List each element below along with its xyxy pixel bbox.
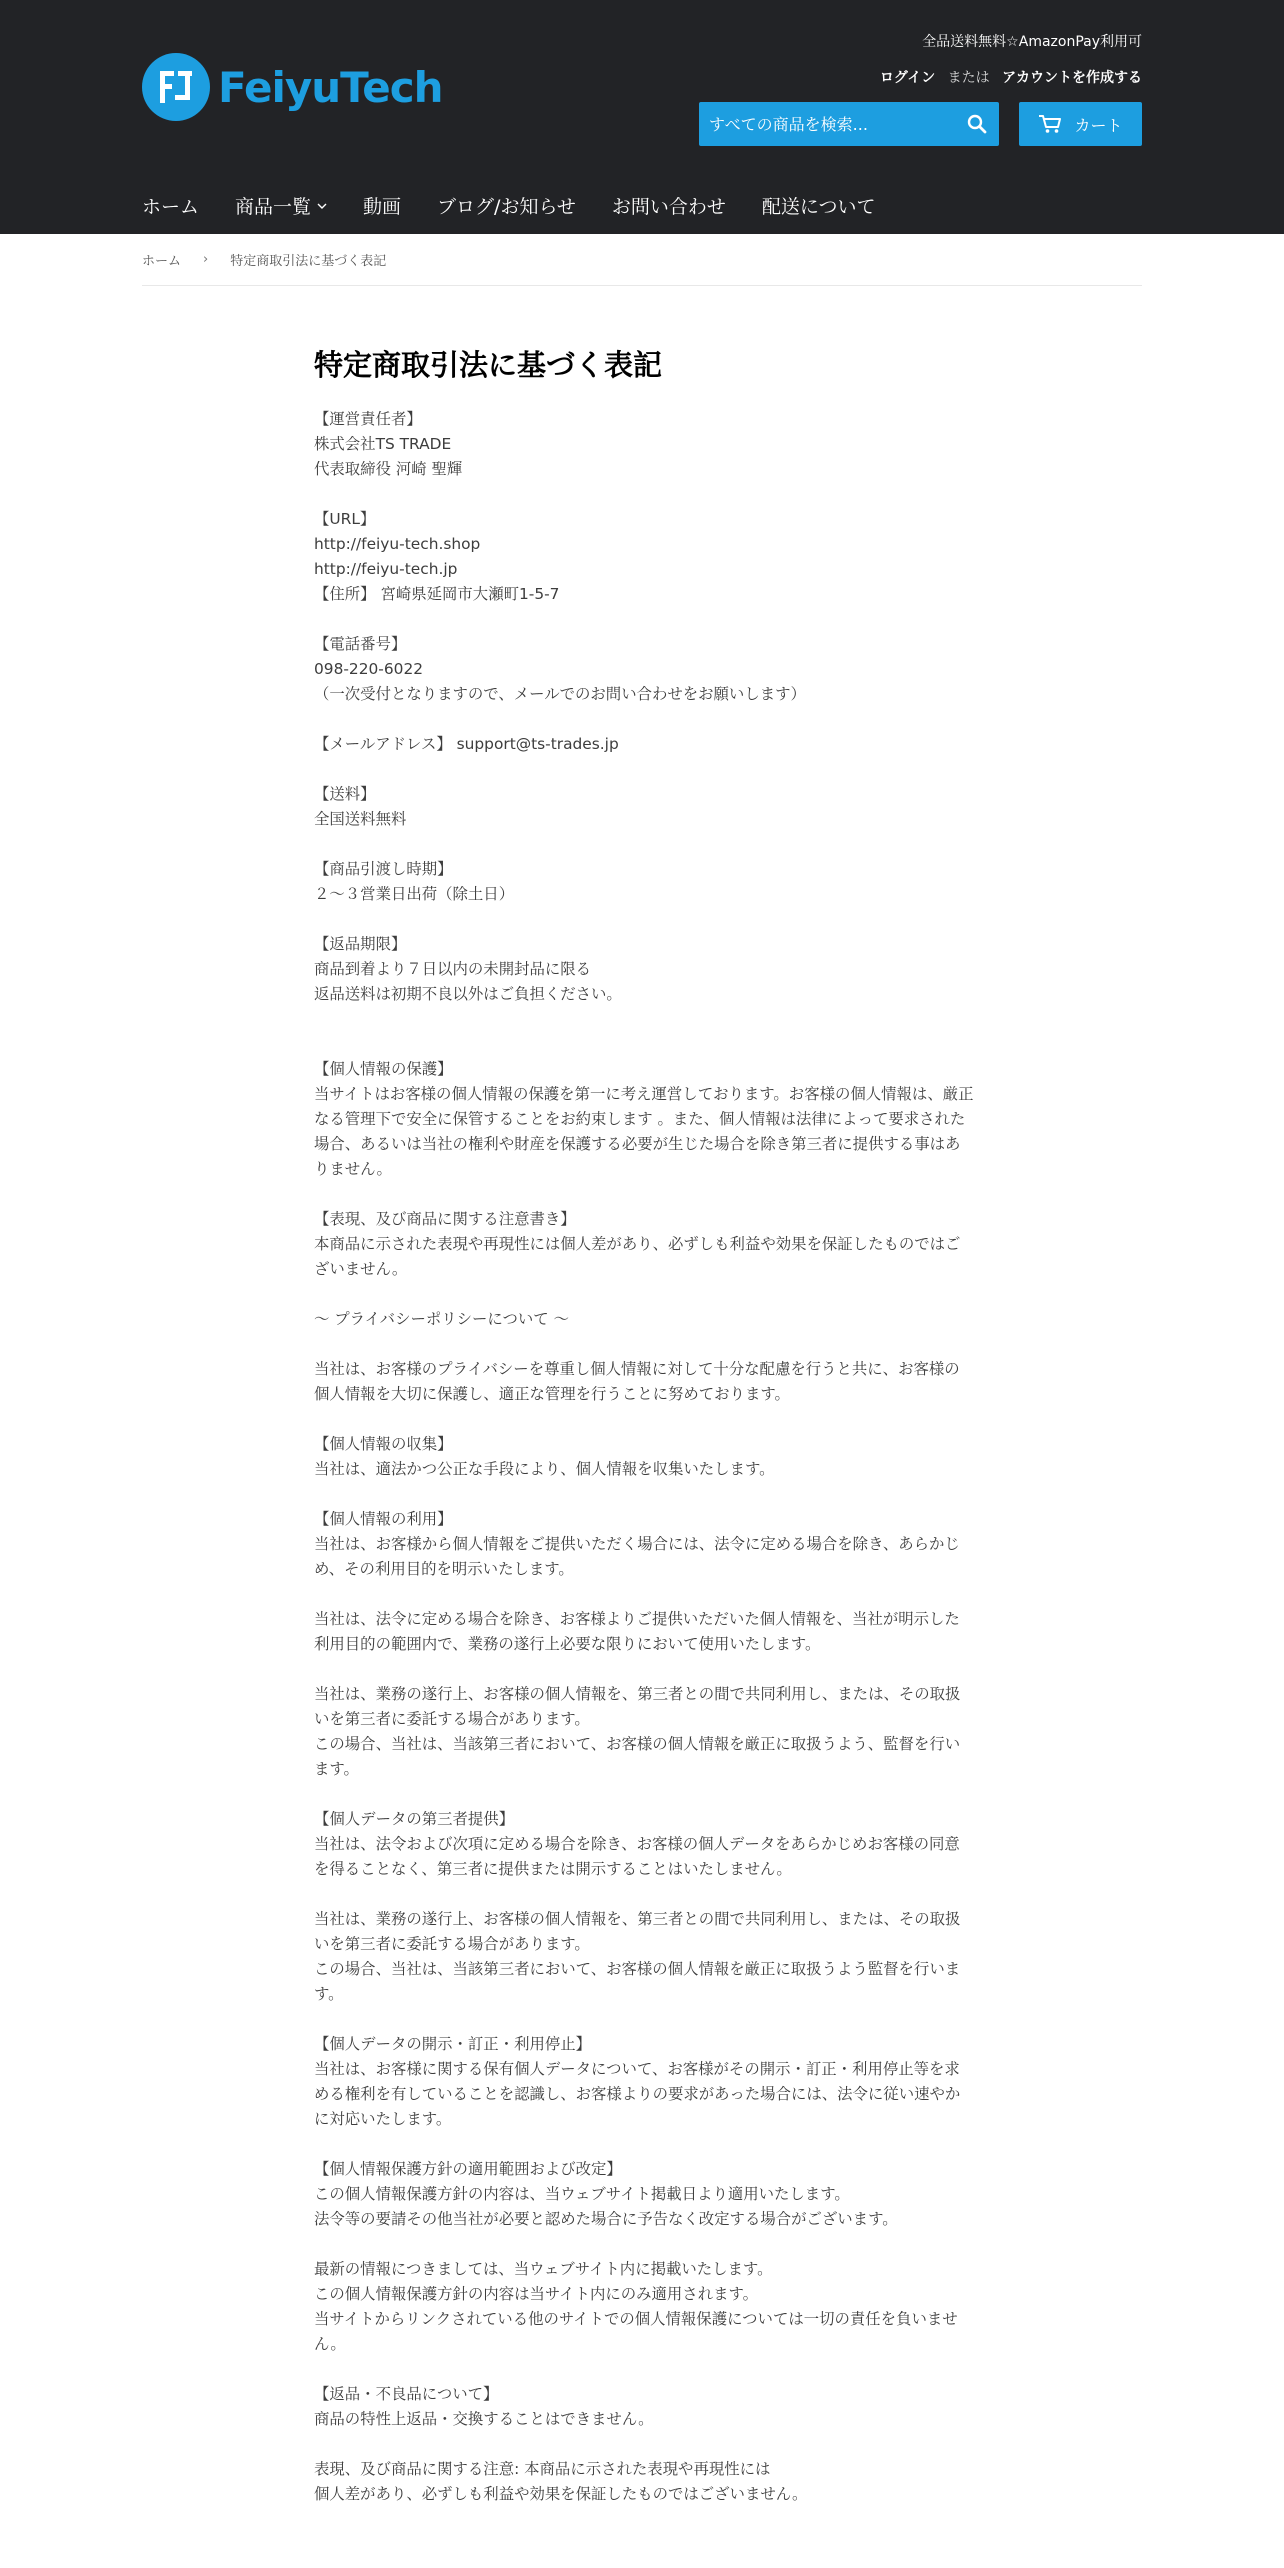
logo-mark-icon bbox=[142, 53, 210, 121]
nav-label: ブログ/お知らせ bbox=[437, 196, 576, 218]
breadcrumb-separator-icon: › bbox=[203, 252, 209, 267]
breadcrumb bbox=[142, 250, 386, 269]
search-icon bbox=[967, 114, 987, 134]
search-input[interactable] bbox=[699, 102, 955, 146]
search-form bbox=[699, 102, 999, 146]
cart-button[interactable] bbox=[1019, 102, 1142, 146]
chevron-down-icon bbox=[317, 202, 327, 210]
main-nav bbox=[142, 192, 912, 219]
breadcrumb-home-link[interactable]: ホーム bbox=[142, 254, 182, 269]
cart-icon bbox=[1038, 114, 1062, 134]
account-links bbox=[880, 67, 1142, 87]
nav-label: 商品一覧 bbox=[235, 196, 312, 218]
nav-label: 動画 bbox=[363, 196, 402, 218]
logo[interactable] bbox=[142, 53, 443, 121]
nav-item-contact[interactable] bbox=[612, 192, 726, 219]
breadcrumb-divider bbox=[142, 285, 1142, 286]
site-header bbox=[0, 0, 1284, 234]
nav-item-products[interactable] bbox=[235, 192, 327, 219]
breadcrumb-current: 特定商取引法に基づく表記 bbox=[230, 254, 387, 269]
page-body: 【運営責任者】 株式会社TS TRADE 代表取締役 河崎 聖輝 【URL】 http://feiyu-tech.shop http://feiyu-tech.jp 【住所】 宮崎県延岡市大瀬町1-5-7 【電話番号】 098-220-6022 （一次受付となりますので、メールでのお問い合わせをお願いします） 【メールアドレス】 support@ts-trades.jp 【送料】 全国送料無料 【商品引渡し時期】 ２〜３営業日出荷（除土日） 【返品期限】 商品到着より７日以内の未開封品に限る 返品送料は初期不良以外はご負担ください。 【個人情報の保護】 当サイトはお客様の個人情報の保護を第一に考え運営しております。お客様の個人情報は、厳正なる管理下で安全に保管することをお約束します 。また、個人情報は法律によって要求された場合、あるいは当社の権利や財産を保護する必要が生じた場合を除き第三者に提供する事はありません。 【表現、及び商品に関する注意書き】 本商品に示された表現や再現性には個人差があり、必ずしも利益や効果を保証したものではございません。 〜 プライバシーポリシーについて 〜 当社は、お客様のプライバシーを尊重し個人情報に対して十分な配慮を行うと共に、お客様の個人情報を大切に保護し、適正な管理を行うことに努めております。 【個人情報の収集】 当社は、適法かつ公正な手段により、個人情報を収集いたします。 【個人情報の利用】 当社は、お客様から個人情報をご提供いただく場合には、法令に定める場合を除き、あらかじめ、その利用目的を明示いたします。 当社は、法令に定める場合を除き、お客様よりご提供いただいた個人情報を、当社が明示した利用目的の範囲内で、業務の遂行上必要な限りにおいて使用いたします。 当社は、業務の遂行上、お客様の個人情報を、第三者との間で共同利用し、または、その取扱いを第三者に委託する場合があります。 この場合、当社は、当該第三者において、お客様の個人情報を厳正に取扱うよう、監督を行います。 【個人データの第三者提供】 当社は、法令および次項に定める場合を除き、お客様の個人データをあらかじめお客様の同意を得ることなく、第三者に提供または開示することはいたしません。 当社は、業務の遂行上、お客様の個人情報を、第三者との間で共同利用し、または、その取扱いを第三者に委託する場合があります。 この場合、当社は、当該第三者において、お客様の個人情報を厳正に取扱うよう監督を行います。 【個人データの開示・訂正・利用停止】 当社は、お客様に関する保有個人データについて、お客様がその開示・訂正・利用停止等を求める権利を有していることを認識し、お客様よりの要求があった場合には、法令に従い速やかに対応いたします。 【個人情報保護方針の適用範囲および改定】 この個人情報保護方針の内容は、当ウェブサイト掲載日より適用いたします。 法令等の要請その他当社が必要と認めた場合に予告なく改定する場合がございます。 最新の情報につきましては、当ウェブサイト内に掲載いたします。 この個人情報保護方針の内容は当サイト内にのみ適用されます。 当サイトからリンクされている他のサイトでの個人情報保護については一切の責任を負いません。 【返品・不良品について】 商品の特性上返品・交換することはできません。 表現、及び商品に関する注意: 本商品に示された表現や再現性には 個人差があり、必ずしも利益や効果を保証したものではございません。 bbox=[314, 410, 974, 2503]
search-button[interactable] bbox=[955, 102, 999, 146]
login-link[interactable]: ログイン bbox=[879, 70, 936, 86]
page-title: 特定商取引法に基づく表記 bbox=[314, 348, 663, 382]
nav-label: 配送について bbox=[761, 196, 876, 218]
nav-item-videos[interactable] bbox=[363, 192, 401, 219]
announcement-bar: 全品送料無料☆AmazonPay利用可 bbox=[922, 34, 1142, 50]
nav-item-home[interactable] bbox=[142, 192, 199, 219]
nav-label: お問い合わせ bbox=[611, 196, 726, 218]
cart-label: カート bbox=[1074, 115, 1123, 135]
nav-label: ホーム bbox=[142, 196, 200, 218]
nav-item-shipping[interactable] bbox=[762, 192, 876, 219]
nav-item-blog[interactable] bbox=[437, 192, 576, 219]
or-text: または bbox=[947, 70, 990, 86]
logo-text: FeiyuTech bbox=[218, 62, 443, 112]
page-content bbox=[314, 345, 974, 2507]
create-account-link[interactable]: アカウントを作成する bbox=[1002, 70, 1142, 86]
